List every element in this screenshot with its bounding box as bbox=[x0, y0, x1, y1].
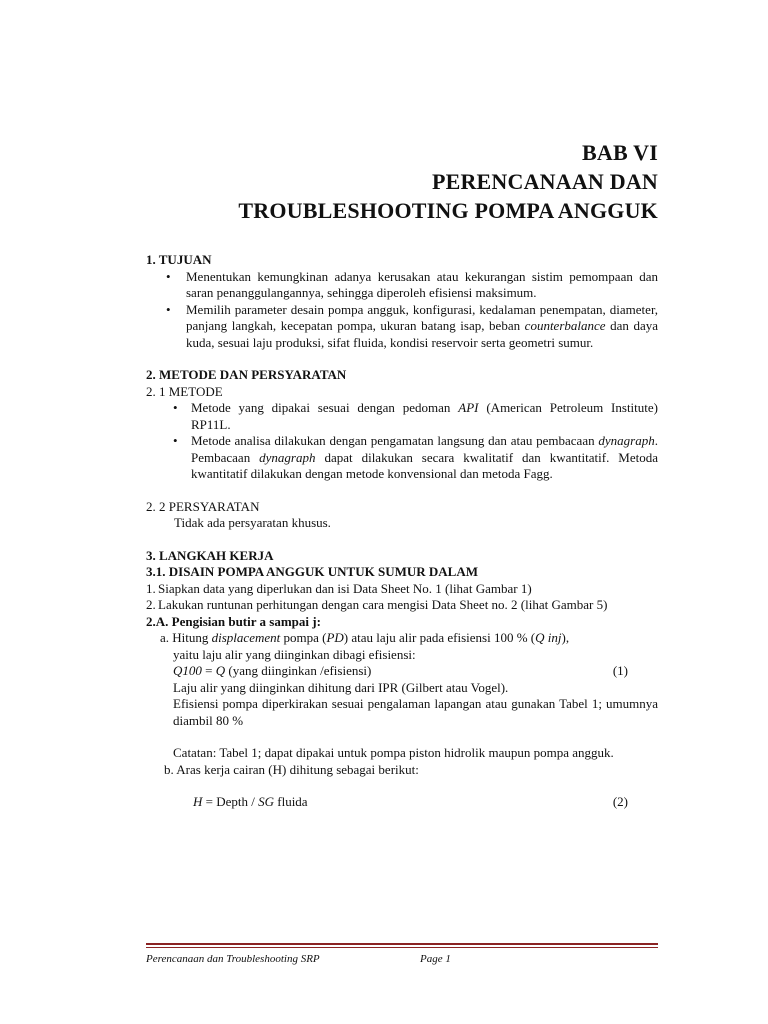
equation-1 bbox=[173, 663, 658, 680]
text-line: Efisiensi pompa diperkirakan sesuai pengalaman lapangan atau gunakan Tabel 1; umumnya diambil 80 % bbox=[173, 696, 658, 728]
footer-divider bbox=[146, 943, 658, 945]
footer-title: Perencanaan dan Troubleshooting SRP bbox=[146, 953, 320, 965]
paragraph: a. Hitung displacement pompa (PD) atau laju alir pada efisiensi 100 % (Q inj), bbox=[160, 630, 570, 645]
title-line-2: PERENCANAAN DAN bbox=[431, 169, 658, 194]
equation-text: H = Depth / SG fluida bbox=[193, 794, 308, 809]
list-item bbox=[146, 433, 658, 483]
title-line-1: BAB VI bbox=[582, 140, 658, 165]
equation-2 bbox=[146, 794, 658, 811]
bullet-icon: • bbox=[166, 301, 171, 317]
list-item bbox=[146, 597, 658, 614]
list-item bbox=[146, 400, 658, 433]
bullet-text: Menentukan kemungkinan adanya kerusakan atau kekurangan sistim pemompaan dan saran penanggulangannya, sehingga diperoleh efisiensi maksimum. bbox=[186, 268, 658, 300]
title-line-3: TROUBLESHOOTING POMPA ANGGUK bbox=[238, 198, 658, 223]
section-heading-metode: 2. METODE DAN PERSYARATAN bbox=[146, 367, 347, 382]
list-item bbox=[146, 581, 658, 598]
section-heading-tujuan: 1. TUJUAN bbox=[146, 252, 212, 267]
chapter-title bbox=[238, 138, 658, 225]
footer-divider bbox=[146, 947, 658, 948]
equation-number: (2) bbox=[612, 794, 628, 809]
bullet-text: Memilih parameter desain pompa angguk, konfigurasi, kedalaman penempatan, diameter, panjang langkah, kecepatan pompa, ukuran batang isap, beban counterbalance dan daya kuda, sesuai laju produksi, sifat fluida, kondisi reservoir serta geometri sumur. bbox=[186, 301, 658, 350]
subsection-heading-disain: 3.1. DISAIN POMPA ANGGUK UNTUK SUMUR DALAM bbox=[146, 564, 478, 579]
page-number: Page 1 bbox=[420, 953, 451, 965]
document-body bbox=[146, 252, 658, 811]
bullet-icon: • bbox=[173, 433, 178, 448]
paragraph bbox=[146, 647, 658, 762]
paragraph: b. Aras kerja cairan (H) dihitung sebagai berikut: bbox=[164, 761, 419, 777]
list-item bbox=[146, 269, 658, 302]
subsection-heading-persyaratan: 2. 2 PERSYARATAN bbox=[146, 498, 260, 514]
equation-number: (1) bbox=[612, 663, 628, 678]
paragraph: Tidak ada persyaratan khusus. bbox=[174, 515, 331, 530]
text-line: Laju alir yang diinginkan dihitung dari IPR (Gilbert atau Vogel). bbox=[173, 679, 509, 695]
bullet-text: Metode yang dipakai sesuai dengan pedoman API (American Petroleum Institute) RP11L. bbox=[191, 400, 658, 432]
section-heading-langkah: 3. LANGKAH KERJA bbox=[146, 547, 274, 563]
subsection-heading-metode: 2. 1 METODE bbox=[146, 383, 223, 399]
list-text: Lakukan runtunan perhitungan dengan cara mengisi Data Sheet no. 2 (lihat Gambar 5) bbox=[158, 597, 608, 612]
bullet-text: Metode analisa dilakukan dengan pengamatan langsung dan atau pembacaan dynagraph. Pembacaan dynagraph dapat dilakukan secara kwalitatif dan kwantitatif. Metoda kwantitatif dilakukan dengan metode konvensional dan metoda Fagg. bbox=[191, 433, 658, 481]
list-number: 1. bbox=[146, 580, 156, 596]
note: Catatan: Tabel 1; dapat dipakai untuk pompa piston hidrolik maupun pompa angguk. bbox=[173, 745, 614, 760]
list-item bbox=[146, 302, 658, 352]
list-number: 2. bbox=[146, 597, 156, 612]
text-line: yaitu laju alir yang diinginkan dibagi efisiensi: bbox=[173, 646, 416, 662]
list-text: Siapkan data yang diperlukan dan isi Data Sheet No. 1 (lihat Gambar 1) bbox=[158, 580, 532, 596]
equation-text: Q100 = Q (yang diinginkan /efisiensi) bbox=[173, 663, 372, 678]
bullet-icon: • bbox=[173, 400, 178, 415]
bullet-icon: • bbox=[166, 268, 171, 284]
subsection-heading-2a: 2.A. Pengisian butir a sampai j: bbox=[146, 613, 321, 629]
